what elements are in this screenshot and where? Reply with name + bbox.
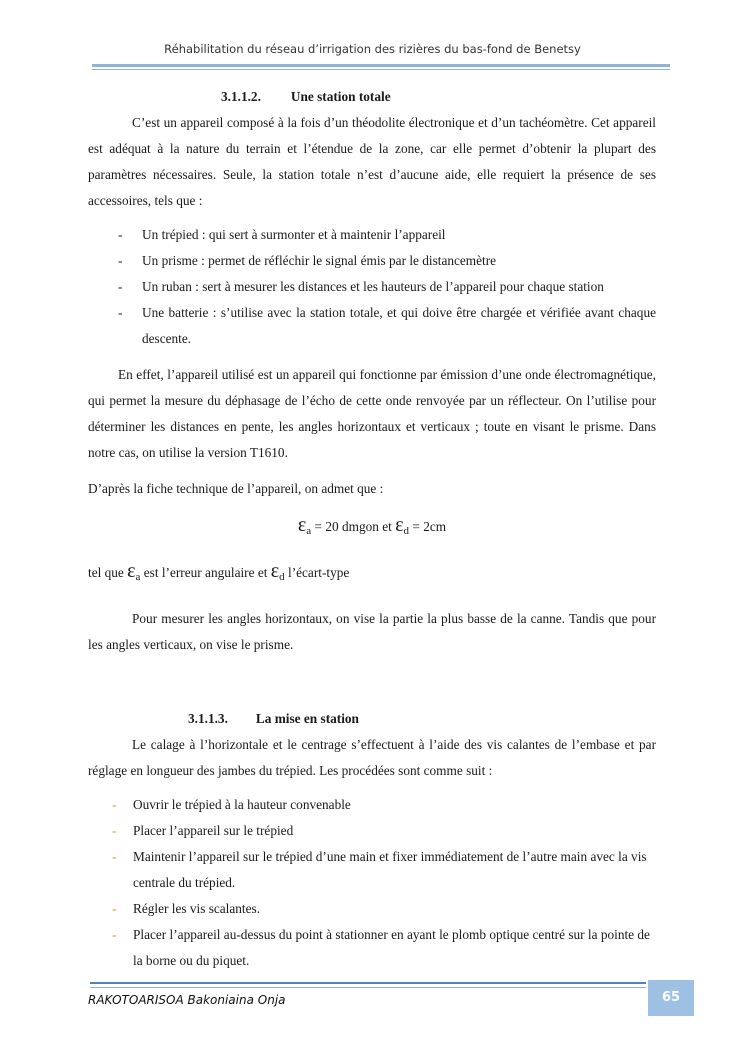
list-item-text: Placer l’appareil au-dessus du point à stationner en ayant le plomb optique centré sur la pointe de la borne ou du piquet. bbox=[133, 927, 650, 968]
list-item-text: Ouvrir le trépied à la hauteur convenable bbox=[133, 797, 351, 812]
section-heading-3-1-1-3 bbox=[188, 706, 656, 732]
procedure-list bbox=[88, 792, 656, 974]
subscript: d bbox=[279, 571, 285, 583]
running-header: Réhabilitation du réseau d’irrigation des rizières du bas-fond de Benetsy bbox=[164, 42, 581, 56]
section-title: La mise en station bbox=[255, 711, 359, 726]
list-item-text: Un prisme : permet de réfléchir le signal émis par le distancemètre bbox=[142, 253, 497, 268]
list-item-text: Une batterie : s’utilise avec la station totale, et qui doive être chargée et vérifiée avant chaque descente. bbox=[142, 305, 656, 346]
page-number: 65 bbox=[648, 980, 694, 1016]
subscript: a bbox=[306, 525, 312, 537]
epsilon-symbol: ε bbox=[395, 514, 404, 536]
list-item-text: Maintenir l’appareil sur le trépied d’une main et fixer immédiatement de l’autre main avec la vis centrale du trépied. bbox=[133, 849, 647, 890]
bullet-dash: - bbox=[112, 849, 117, 864]
epsilon-symbol: ε bbox=[297, 514, 307, 536]
list-item bbox=[88, 792, 656, 818]
accessories-list bbox=[88, 222, 656, 352]
legend-text: tel que bbox=[88, 565, 128, 580]
list-item bbox=[88, 222, 656, 248]
epsilon-symbol: ε bbox=[270, 560, 280, 582]
list-item bbox=[88, 248, 656, 274]
list-item bbox=[88, 844, 656, 896]
footer-author: RAKOTOARISOA Bakoniaina Onja bbox=[88, 993, 286, 1007]
list-item bbox=[88, 818, 656, 844]
bullet-dash: - bbox=[112, 927, 117, 942]
paragraph: Le calage à l’horizontale et le centrage s’effectuent à l’aide des vis calantes de l’embase et par réglage en longueur des jambes du trépied. Les procédées sont comme suit : bbox=[88, 737, 656, 778]
header-rule bbox=[92, 64, 670, 67]
paragraph: D’après la fiche technique de l’appareil, on admet que : bbox=[88, 481, 384, 496]
paragraph: Pour mesurer les angles horizontaux, on vise la partie la plus basse de la canne. Tandis que pour les angles verticaux, on vise le prisme. bbox=[88, 611, 656, 652]
formula-text: = 2cm bbox=[409, 519, 447, 534]
list-item-text: Régler les vis scalantes. bbox=[133, 901, 261, 916]
list-item bbox=[88, 896, 656, 922]
subscript: d bbox=[403, 525, 410, 537]
paragraph: En effet, l’appareil utilisé est un appareil qui fonctionne par émission d’une onde électromagnétique, qui permet la mesure du déphasage de l’écho de cette onde renvoyée par un réflecteur. On l’utilise pour déterminer les distances en pente, les angles horizontaux et verticaux ; toute en visant le prisme. Dans notre cas, on utilise la version T1610. bbox=[88, 367, 656, 460]
page-body bbox=[88, 84, 656, 974]
header-rule-thin bbox=[92, 69, 670, 70]
section-number: 3.1.1.2. bbox=[221, 89, 261, 104]
list-item bbox=[88, 922, 656, 974]
section-heading-3-1-1-2 bbox=[221, 84, 656, 110]
list-item bbox=[88, 274, 656, 300]
section-title: Une station totale bbox=[290, 89, 391, 104]
epsilon-symbol: ε bbox=[127, 560, 136, 582]
legend-text: l’écart-type bbox=[284, 565, 350, 580]
bullet-dash: - bbox=[112, 823, 117, 838]
subscript: a bbox=[135, 571, 141, 583]
bullet-dash: - bbox=[118, 279, 123, 294]
list-item-text: Un trépied : qui sert à surmonter et à maintenir l’appareil bbox=[142, 227, 446, 242]
formula bbox=[88, 512, 656, 544]
bullet-dash: - bbox=[118, 305, 123, 320]
formula-text: = 20 dmgon et bbox=[311, 519, 396, 534]
bullet-dash: - bbox=[118, 253, 123, 268]
bullet-dash: - bbox=[112, 901, 117, 916]
legend-text: est l’erreur angulaire et bbox=[140, 565, 271, 580]
bullet-dash: - bbox=[112, 797, 117, 812]
list-item-text: Placer l’appareil sur le trépied bbox=[133, 823, 294, 838]
section-number: 3.1.1.3. bbox=[188, 711, 228, 726]
paragraph: C’est un appareil composé à la fois d’un théodolite électronique et d’un tachéomètre. Cet appareil est adéquat à la nature du terrain et l’étendue de la zone, car elle permet d’obtenir la plupart des paramètres nécessaires. Seule, la station totale n’est d’aucune aide, elle requiert la présence de ses accessoires, tels que : bbox=[88, 115, 656, 208]
formula-legend bbox=[88, 558, 656, 590]
footer-rule-thin bbox=[90, 987, 646, 988]
list-item-text: Un ruban : sert à mesurer les distances et les hauteurs de l’appareil pour chaque station bbox=[142, 279, 604, 294]
list-item bbox=[88, 300, 656, 352]
footer-rule bbox=[90, 982, 646, 984]
bullet-dash: - bbox=[118, 227, 123, 242]
